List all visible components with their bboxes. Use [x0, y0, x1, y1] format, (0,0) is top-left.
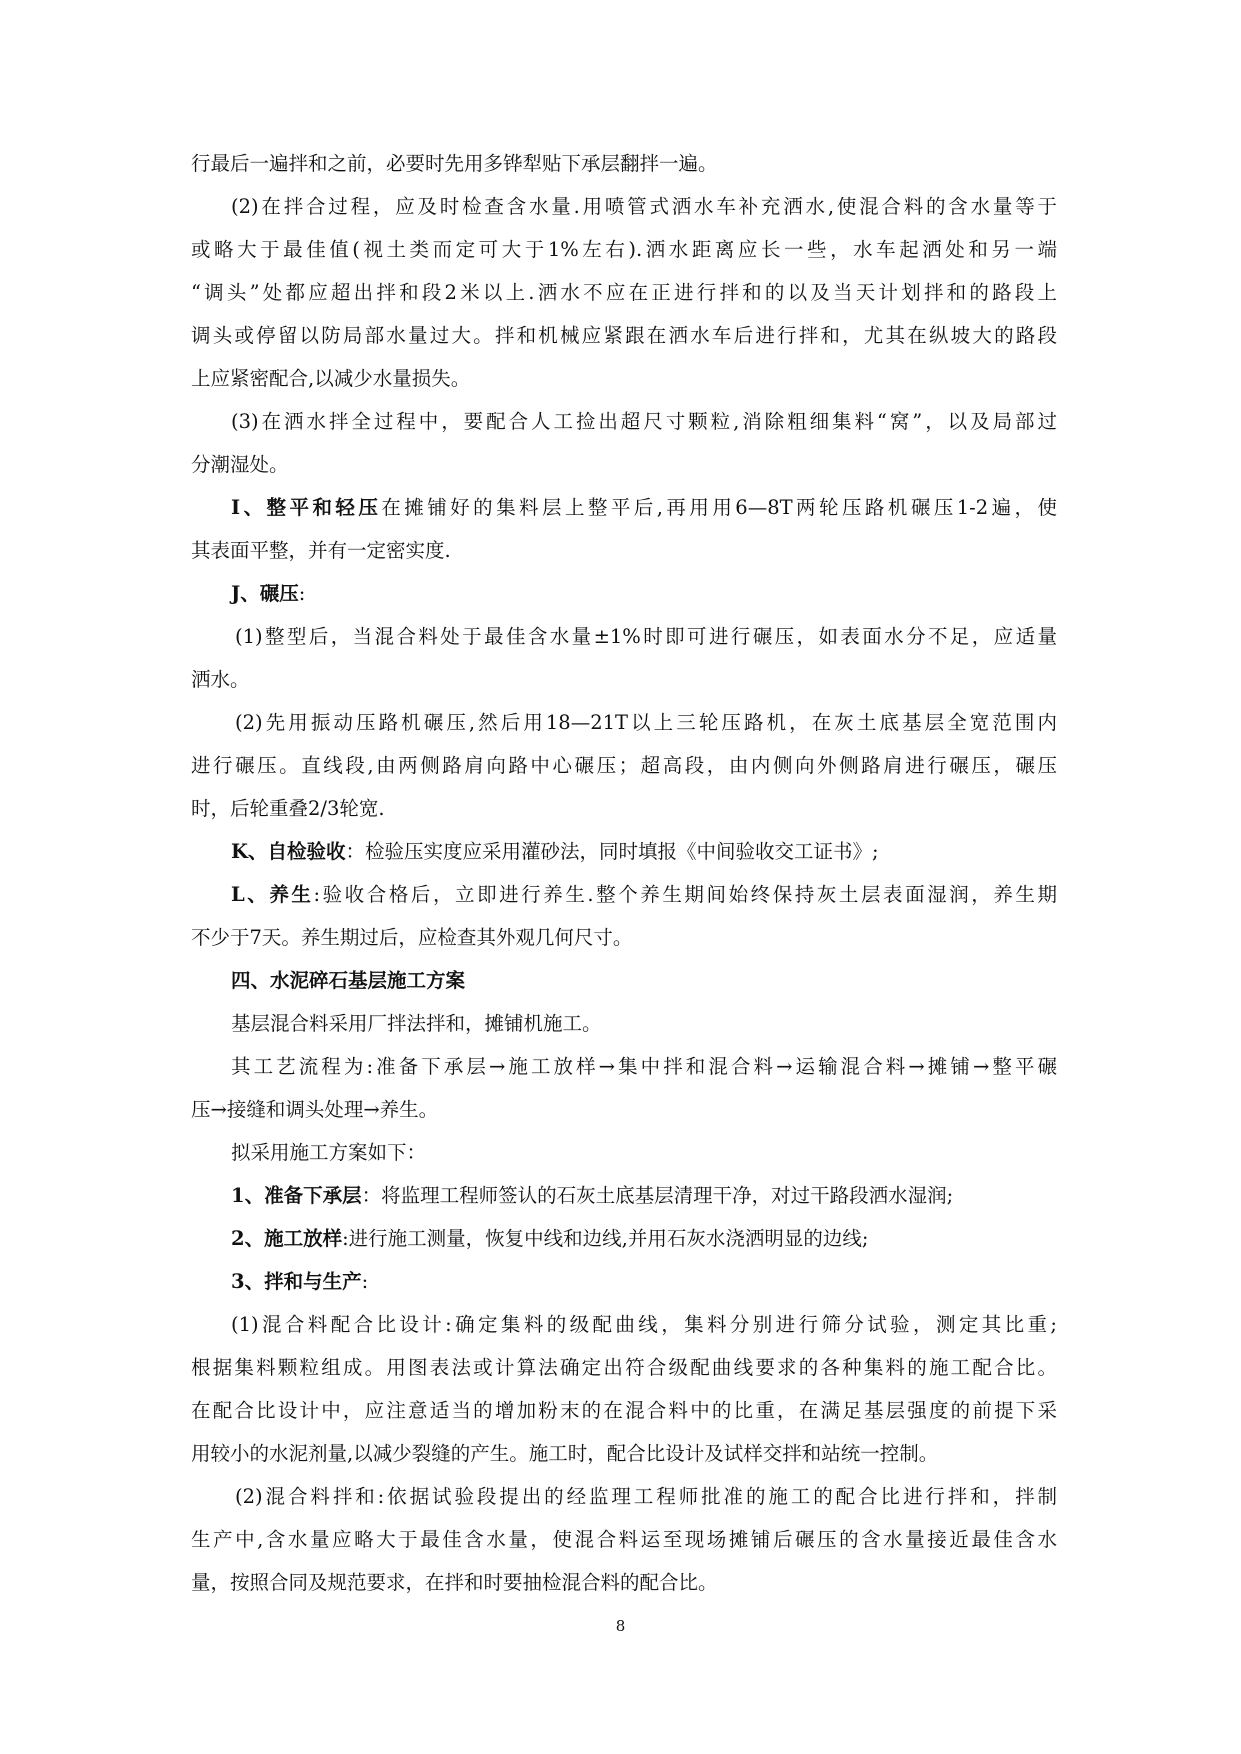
section-heading-line: 1、准备下承层：将监理工程师签认的石灰土底基层清理干净，对过干路段洒水湿润; [231, 1184, 954, 1207]
paragraph-line: 洒水。 [191, 668, 250, 691]
paragraph-line: 拟采用施工方案如下： [231, 1141, 427, 1164]
paragraph-line: 在配合比设计中，应注意适当的增加粉末的在混合料中的比重，在满足基层强度的前提下采 [191, 1399, 1057, 1422]
section-heading-line: L、养生:验收合格后，立即进行养生.整个养生期间始终保持灰土层表面湿润，养生期 [231, 883, 1057, 906]
paragraph-line: 其表面平整，并有一定密实度. [191, 539, 451, 562]
section-heading-line: 2、施工放样:进行施工测量，恢复中线和边线,并用石灰水浇洒明显的边线; [231, 1227, 869, 1250]
paragraph-line: 生产中,含水量应略大于最佳含水量，使混合料运至现场摊铺后碾压的含水量接近最佳含水 [191, 1528, 1057, 1551]
section-heading-line: J、碾压: [231, 582, 306, 605]
section-label: J、碾压 [231, 582, 299, 605]
paragraph-line: (2)在拌合过程，应及时检查含水量.用喷管式洒水车补充洒水,使混合料的含水量等于 [231, 195, 1057, 218]
paragraph-line: 进行碾压。直线段,由两侧路肩向路中心碾压；超高段，由内侧向外侧路肩进行碾压，碾压 [191, 754, 1057, 777]
paragraph-line: 用较小的水泥剂量,以减少裂缝的产生。施工时，配合比设计及试样交拌和站统一控制。 [191, 1442, 939, 1465]
body-text [191, 142, 1057, 1604]
paragraph-line: (1)混合料配合比设计:确定集料的级配曲线，集料分别进行筛分试验，测定其比重; [231, 1313, 1057, 1336]
paragraph-line: 或略大于最佳值(视土类而定可大于1%左右).洒水距离应长一些，水车起洒处和另一端 [191, 238, 1057, 261]
section-label: K、自检验收 [231, 840, 346, 863]
paragraph-line: (3)在洒水拌全过程中，要配合人工捡出超尺寸颗粒,消除粗细集料“窝”，以及局部过 [231, 410, 1057, 433]
paragraph-line: 不少于7天。养生期过后，应检查其外观几何尺寸。 [191, 926, 633, 949]
paragraph-line: 时，后轮重叠2/3轮宽. [191, 797, 385, 820]
section-label: 3、拌和与生产 [231, 1270, 362, 1293]
paragraph-line: (2)先用振动压路机碾压,然后用18—21T以上三轮压路机，在灰土底基层全宽范围内 [235, 711, 1057, 734]
section-heading-line: 3、拌和与生产: [231, 1270, 369, 1293]
section-heading-line: K、自检验收：检验压实度应采用灌砂法，同时填报《中间验收交工证书》; [231, 840, 879, 863]
paragraph-line: 根据集料颗粒组成。用图表法或计算法确定出符合级配曲线要求的各种集料的施工配合比。 [191, 1356, 1057, 1379]
paragraph-line: 上应紧密配合,以减少水量损失。 [191, 367, 471, 390]
paragraph-line: 压→接缝和调头处理→养生。 [191, 1098, 439, 1121]
section-label: 2、施工放样 [231, 1227, 343, 1250]
paragraph-line: (1)整型后，当混合料处于最佳含水量±1%时即可进行碾压，如表面水分不足，应适量 [235, 625, 1057, 648]
section-label: 1、准备下承层 [231, 1184, 362, 1207]
chapter-title: 四、水泥碎石基层施工方案 [231, 969, 466, 992]
page-number: 8 [615, 1617, 626, 1635]
section-label: I、整平和轻压 [231, 496, 382, 519]
section-label: L、养生 [231, 883, 314, 906]
paragraph-line: 其工艺流程为:准备下承层→施工放样→集中拌和混合料→运输混合料→摊铺→整平碾 [231, 1055, 1057, 1078]
section-heading-line: I、整平和轻压在摊铺好的集料层上整平后,再用用6—8T两轮压路机碾压1-2遍，使 [231, 496, 1057, 519]
paragraph-line: 行最后一遍拌和之前，必要时先用多铧犁贴下承层翻拌一遍。 [191, 152, 718, 175]
paragraph-line: “调头”处都应超出拌和段2米以上.洒水不应在正进行拌和的以及当天计划拌和的路段上 [191, 281, 1057, 304]
paragraph-line: (2)混合料拌和:依据试验段提出的经监理工程师批准的施工的配合比进行拌和，拌制 [235, 1485, 1057, 1508]
chapter-heading [191, 959, 1057, 1002]
paragraph-line: 基层混合料采用厂拌法拌和，摊铺机施工。 [231, 1012, 602, 1035]
paragraph-line: 量，按照合同及规范要求，在拌和时要抽检混合料的配合比。 [191, 1571, 718, 1594]
paragraph-line: 分潮湿处。 [191, 453, 289, 476]
paragraph-line: 调头或停留以防局部水量过大。拌和机械应紧跟在洒水车后进行拌和，尤其在纵坡大的路段 [191, 324, 1057, 347]
